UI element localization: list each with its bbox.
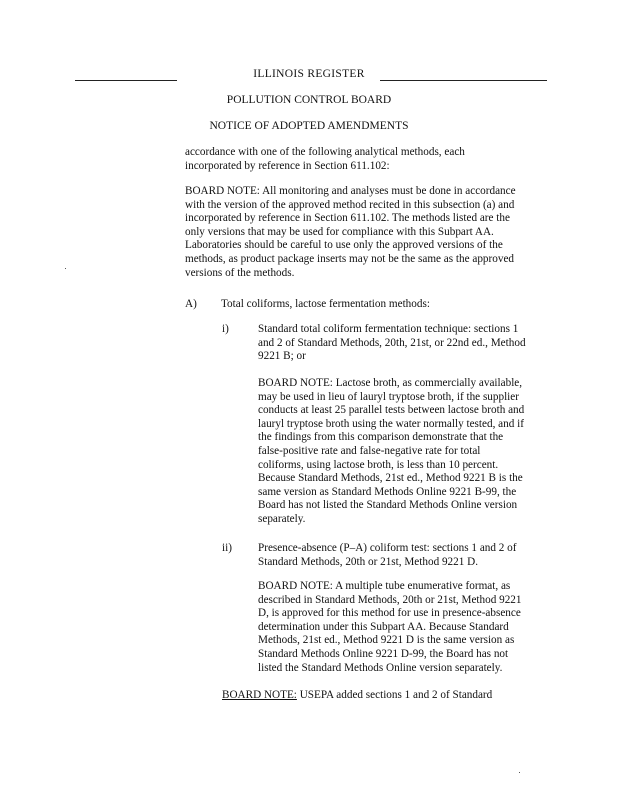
note-line: methods, as product package inserts may not be the same as the approved (185, 252, 514, 265)
note-line: determination under this Subpart AA. Because Standard (258, 620, 509, 633)
scan-speck (65, 268, 66, 269)
note-line: lauryl tryptose broth using the water normally tested, and if (258, 417, 524, 430)
item-i-board-note (258, 377, 524, 527)
item-line: Standard total coliform fermentation technique: sections 1 (258, 323, 519, 335)
note-line: BOARD NOTE: All monitoring and analyses must be done in accordance (185, 185, 516, 197)
note-line: false-positive rate and false-negative rate for total (258, 444, 481, 457)
item-line: Presence-absence (P–A) coliform test: sections 1 and 2 of (258, 542, 517, 554)
note-line: may be used in lieu of lauryl tryptose broth, if the supplier (258, 390, 519, 403)
note-line: Because Standard Methods, 21st ed., Method 9221 B is the (258, 472, 523, 485)
note-line: versions of the methods. (185, 266, 295, 279)
item-line: Standard Methods, 20th or 21st, Method 9221 D. (258, 555, 479, 568)
final-note-text: USEPA added sections 1 and 2 of Standard (296, 689, 493, 701)
board-note-paragraph (185, 185, 516, 280)
note-line: listed the Standard Methods Online version separately. (258, 661, 503, 674)
note-line: Board has not listed the Standard Methods Online version (258, 499, 518, 512)
item-ii-text (258, 542, 516, 569)
final-board-note (222, 689, 492, 703)
item-ii-board-note (258, 580, 522, 675)
note-line: BOARD NOTE: Lactose broth, as commercially available, (258, 377, 523, 389)
note-line: separately. (258, 512, 306, 525)
note-line: same version as Standard Methods Online 9221 B-99, the (258, 485, 517, 498)
note-line: Laboratories should be careful to use only the approved versions of the (185, 239, 503, 252)
note-line: only versions that may be used for compliance with this Subpart AA. (185, 225, 494, 238)
note-line: BOARD NOTE: A multiple tube enumerative format, as (258, 580, 511, 592)
note-line: incorporated by reference in Section 611.102. The methods listed are the (185, 212, 510, 225)
note-line: conducts at least 25 parallel tests between lactose broth and (258, 404, 525, 417)
note-line: with the version of the approved method recited in this subsection (a) and (185, 198, 515, 211)
notice-title: NOTICE OF ADOPTED AMENDMENTS (209, 120, 409, 132)
intro-line: incorporated by reference in Section 611.102: (185, 159, 390, 172)
note-line: Methods, 21st ed., Method 9221 D is the same version as (258, 634, 515, 647)
scan-speck (519, 772, 520, 773)
item-ii-label: ii) (222, 542, 232, 554)
note-line: Standard Methods Online 9221 D-99, the Board has not (258, 647, 509, 660)
note-line: D, is approved for this method for use in presence-absence (258, 607, 521, 620)
item-i-text (258, 323, 526, 364)
register-title: ILLINOIS REGISTER (253, 68, 365, 80)
item-line: 9221 B; or (258, 350, 306, 363)
item-line: and 2 of Standard Methods, 20th, 21st, or 22nd ed., Method (258, 336, 526, 349)
item-a-text: Total coliforms, lactose fermentation methods: (221, 298, 430, 310)
item-a-label: A) (185, 298, 197, 310)
item-i-label: i) (222, 323, 229, 335)
intro-paragraph (185, 146, 465, 173)
board-name: POLLUTION CONTROL BOARD (226, 94, 392, 106)
note-line: the findings from this comparison demonstrate that the (258, 431, 504, 444)
header-rule-right (380, 80, 547, 81)
note-line: described in Standard Methods, 20th or 21st, Method 9221 (258, 593, 522, 606)
final-note-label: BOARD NOTE: (222, 689, 297, 701)
header-rule-left (75, 80, 177, 81)
note-line: coliforms, using lactose broth, is less than 10 percent. (258, 458, 499, 471)
intro-line: accordance with one of the following analytical methods, each (185, 146, 465, 158)
